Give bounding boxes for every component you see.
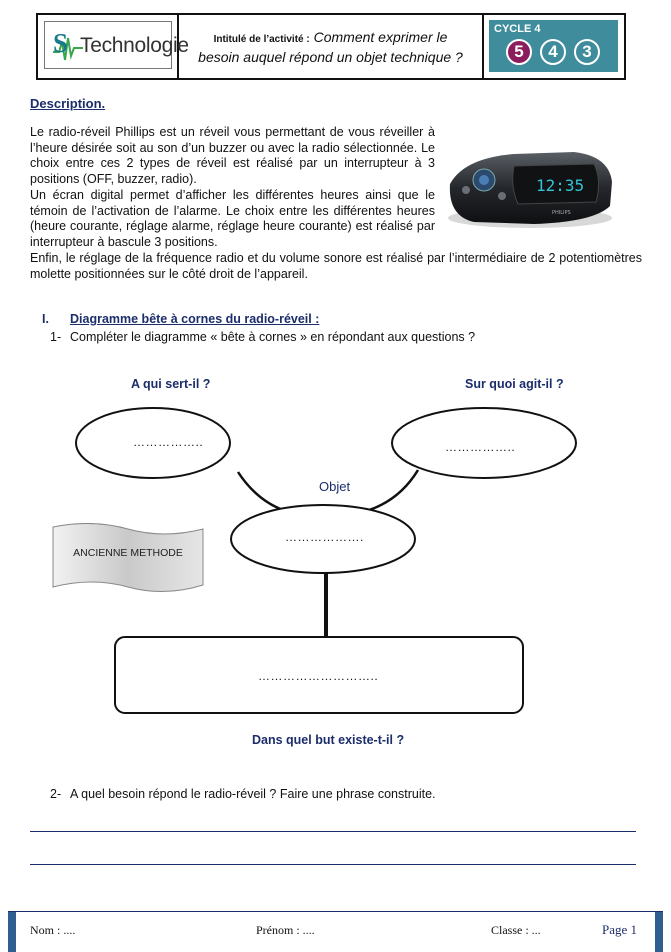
diagram-right-label: Sur quoi agit-il ? — [465, 377, 564, 391]
purpose-answer-dots: ……………………….. — [258, 669, 379, 683]
ancienne-methode-label: ANCIENNE METHODE — [73, 547, 183, 559]
page-footer — [8, 911, 663, 952]
activity-title-label: Intitulé de l’activité : — [213, 33, 310, 45]
diagram-left-label: A qui sert-il ? — [131, 377, 211, 391]
description-para2: Un écran digital permet d’afficher les différentes heures ainsi que le témoin de l’activation de l’alarme. Le choix entre les différentes heures (heure courante, réglage alarme, réglage heure courante) est réalisé par interrupteur à bascule 3 positions. — [30, 188, 435, 249]
logo-letter: S — [53, 28, 69, 58]
object-answer-dots: ………………. — [285, 530, 364, 544]
question2-number: 2- — [50, 787, 62, 801]
activity-title-line1: Comment exprimer le — [313, 28, 448, 45]
footer-left-bar — [8, 912, 16, 952]
activity-title-line2: besoin auquel répond un objet technique ? — [198, 48, 463, 65]
footer-page-number: Page 1 — [602, 922, 638, 937]
answer-line-1 — [30, 831, 636, 832]
footer-prenom: Prénom : .... — [256, 923, 315, 937]
question1-text: Compléter le diagramme « bête à cornes » en répondant aux questions ? — [70, 330, 476, 344]
answer-line-2 — [30, 864, 636, 865]
cycle-level-4: 4 — [540, 39, 566, 65]
footer-right-bar — [655, 912, 663, 952]
question1-number: 1- — [50, 330, 62, 344]
ancienne-methode-banner — [52, 523, 204, 595]
right-answer-dots: …………….. — [445, 440, 516, 454]
footer-classe: Classe : ... — [491, 923, 541, 937]
part1-title: Diagramme bête à cornes du radio-réveil : — [70, 312, 320, 326]
connector-line — [324, 573, 328, 636]
clock-display-text: 12:35 — [536, 176, 585, 195]
question2-text: A quel besoin répond le radio-réveil ? Faire une phrase construite. — [70, 787, 436, 801]
description-para3: Enfin, le réglage de la fréquence radio et du volume sonore est réalisé par l’intermédiaire de 2 potentiomètres molette positionnées sur le côté droit de l’appareil. — [30, 251, 642, 281]
cycle-level-5: 5 — [506, 39, 532, 65]
description-para1: Le radio-réveil Phillips est un réveil vous permettant de vous réveiller à l’heure désirée soit au son d’un buzzer ou avec la radio sélectionnée. Le choix entre ces 2 types de réveil est réalisé par un interrupteur à 3 positions (OFF, buzzer, radio). — [30, 125, 435, 186]
object-label: Objet — [319, 479, 351, 494]
left-answer-dots: …………….. — [133, 435, 204, 449]
diagram-bottom-label: Dans quel but existe-t-il ? — [252, 733, 405, 747]
cycle-level-3: 3 — [574, 39, 600, 65]
logo-text: Technologie — [80, 34, 189, 57]
cycle-label: CYCLE 4 — [494, 23, 541, 35]
part1-number: I. — [42, 312, 49, 326]
footer-nom: Nom : .... — [30, 923, 76, 937]
description-heading: Description. — [30, 96, 106, 111]
brand-label: PHILIPS — [552, 210, 571, 216]
